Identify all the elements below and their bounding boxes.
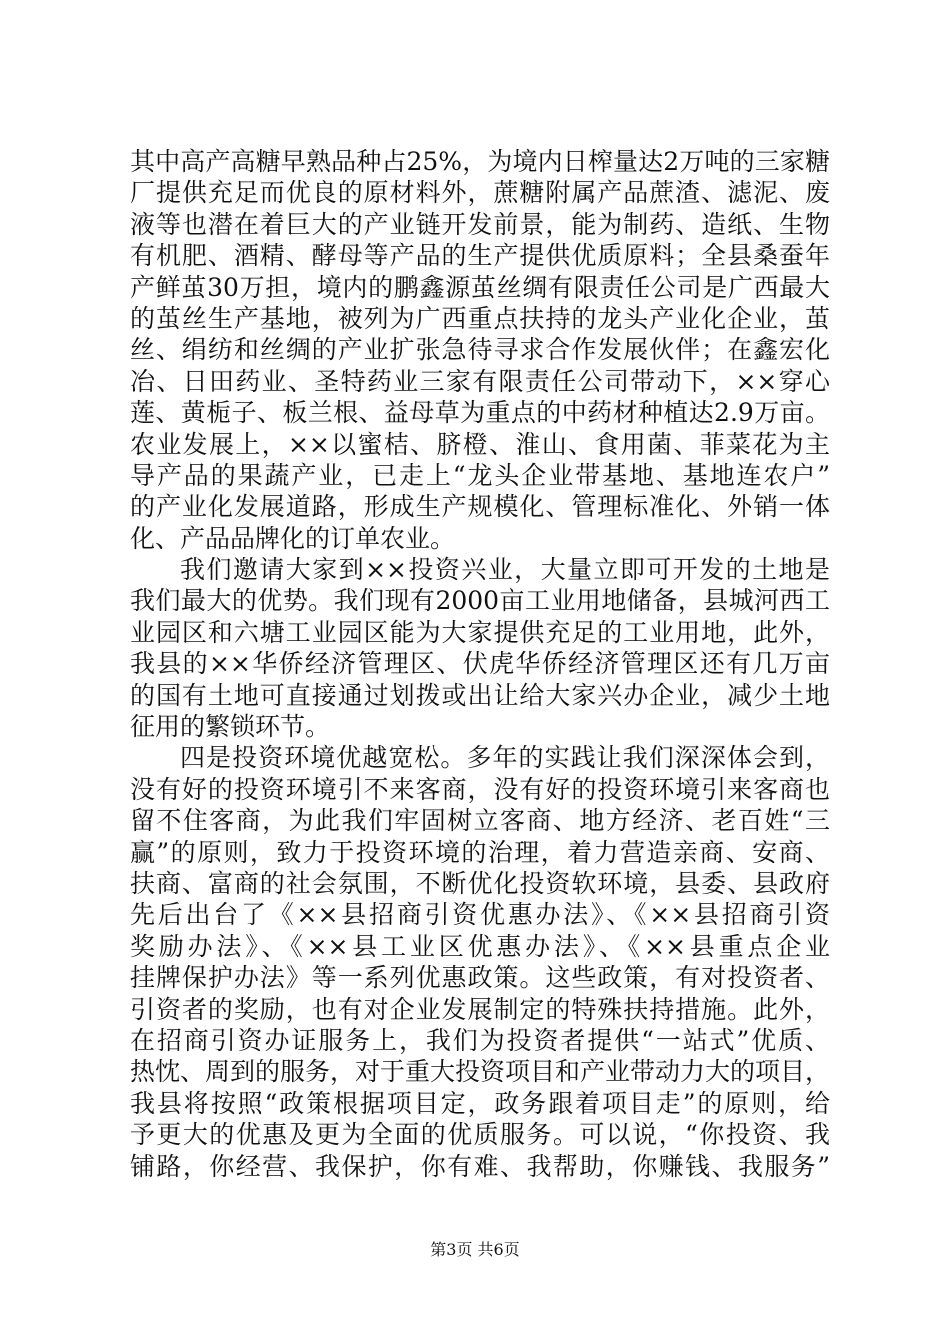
text-line: 农业发展上，××以蜜桔、脐橙、淮山、食用菌、菲菜花为主: [130, 429, 830, 459]
text-line: 征用的繁锁环节。: [130, 712, 331, 742]
text-line: 予更大的优惠及更为全面的优质服务。可以说，“你投资、我: [130, 1120, 830, 1150]
text-line: 热忱、周到的服务，对于重大投资项目和产业带动力大的项目，: [130, 1057, 831, 1087]
text-line: 业园区和六塘工业园区能为大家提供充足的工业用地，此外，: [130, 617, 830, 647]
text-line: 产鲜茧30万担，境内的鹏鑫源茧丝绸有限责任公司是广西最大: [130, 272, 830, 302]
text-line: 化、产品品牌化的订单农业。: [130, 523, 456, 553]
text-line: 我们邀请大家到××投资兴业，大量立即可开发的土地是: [180, 555, 830, 585]
text-line: 丝、绢纺和丝绸的产业扩张急待寻求合作发展伙伴；在鑫宏化: [130, 335, 830, 365]
page-number-footer: 第3页 共6页: [430, 1240, 520, 1259]
text-line: 扶商、富商的社会氛围，不断优化投资软环境，县委、县政府: [130, 868, 830, 898]
text-line: 没有好的投资环境引不来客商，没有好的投资环境引来客商也: [130, 774, 830, 804]
text-line: 奖励办法》、《××县工业区优惠办法》、《××县重点企业: [130, 931, 830, 961]
text-line: 莲、黄栀子、板兰根、益母草为重点的中药材种植达2.9万亩。: [130, 398, 830, 428]
text-line: 先后出台了《××县招商引资优惠办法》、《××县招商引资: [130, 900, 830, 930]
text-line: 冶、日田药业、圣特药业三家有限责任公司带动下，××穿心: [130, 366, 830, 396]
text-line: 铺路，你经营、我保护，你有难、我帮助，你赚钱、我服务”: [130, 1151, 830, 1181]
text-line: 我们最大的优势。我们现有2000亩工业用地储备，县城河西工: [130, 586, 830, 616]
text-line: 我县将按照“政策根据项目定，政务跟着项目走”的原则，给: [130, 1088, 830, 1118]
body-text: [130, 146, 830, 1182]
text-line: 厂提供充足而优良的原材料外，蔗糖附属产品蔗渣、滤泥、废: [130, 178, 830, 208]
text-line: 赢”的原则，致力于投资环境的治理，着力营造亲商、安商、: [130, 837, 830, 867]
text-line: 我县的××华侨经济管理区、伏虎华侨经济管理区还有几万亩: [130, 649, 830, 679]
text-line: 留不住客商，为此我们牢固树立客商、地方经济、老百姓“三: [130, 806, 830, 836]
text-line: 液等也潜在着巨大的产业链开发前景，能为制药、造纸、生物: [130, 209, 830, 239]
text-line: 四是投资环境优越宽松。多年的实践让我们深深体会到，: [180, 743, 830, 773]
text-line: 的茧丝生产基地，被列为广西重点扶持的龙头产业化企业，茧: [130, 303, 830, 333]
text-line: 在招商引资办证服务上，我们为投资者提供“一站式”优质、: [130, 1025, 830, 1055]
text-line: 挂牌保护办法》等一系列优惠政策。这些政策，有对投资者、: [130, 963, 830, 993]
text-line: 的国有土地可直接通过划拨或出让给大家兴办企业，减少土地: [130, 680, 830, 710]
text-line: 的产业化发展道路，形成生产规模化、管理标准化、外销一体: [130, 492, 830, 522]
text-line: 其中高产高糖早熟品种占25%，为境内日榨量达2万吨的三家糖: [130, 147, 830, 176]
text-line: 有机肥、酒精、酵母等产品的生产提供优质原料；全县桑蚕年: [130, 241, 830, 271]
text-line: 导产品的果蔬产业，已走上“龙头企业带基地、基地连农户”: [130, 460, 830, 490]
text-line: 引资者的奖励，也有对企业发展制定的特殊扶持措施。此外，: [130, 994, 830, 1024]
